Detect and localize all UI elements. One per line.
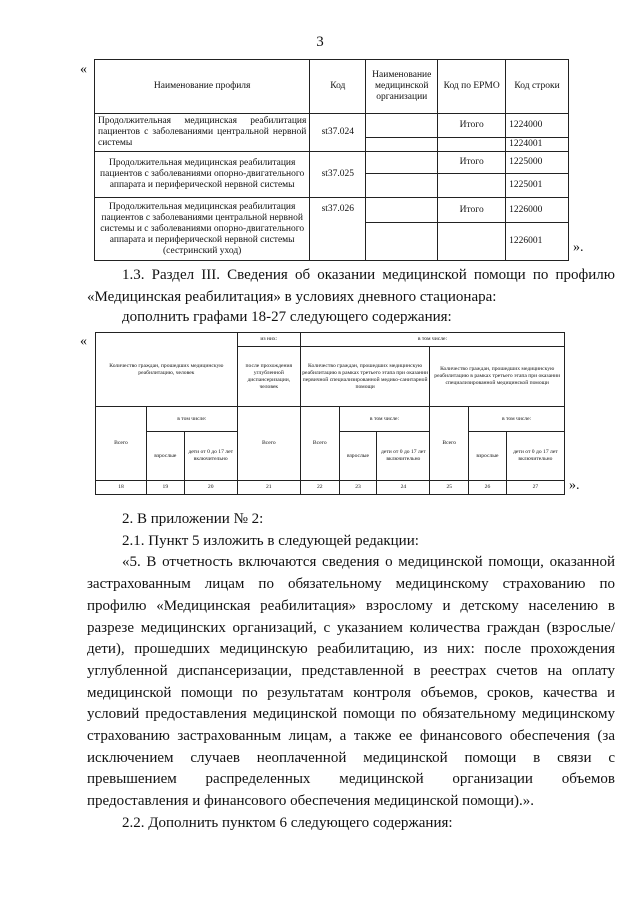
header-primary-care: Количество граждан, прошедших медицинскую реабилитацию в рамках третьего этапа при оказании первичной специализированной медико-санитарной помощи (300, 347, 429, 407)
column-number: 27 (506, 481, 564, 495)
header-profile: Наименование профиля (95, 60, 310, 114)
column-number: 26 (469, 481, 507, 495)
ermo-cell (438, 174, 506, 198)
section-1-3-instruction: дополнить графами 18-27 следующего содержания: (122, 309, 452, 326)
header-children: дети от 0 до 17 лет включительно (377, 432, 430, 481)
open-quote: « (80, 62, 87, 77)
header-code: Код (310, 60, 366, 114)
profiles-table (94, 59, 569, 261)
org-cell (366, 223, 438, 261)
line-code: 1225000 (506, 152, 569, 174)
org-cell (366, 114, 438, 138)
header-after-dispensary: после прохождения углубленной диспансеризации, человек (237, 347, 300, 407)
column-number: 23 (339, 481, 377, 495)
profile-code: st37.026 (310, 198, 366, 261)
line-code: 1226000 (506, 198, 569, 223)
ermo-cell (438, 138, 506, 152)
column-number: 20 (184, 481, 237, 495)
org-cell (366, 174, 438, 198)
org-cell (366, 198, 438, 223)
header-vsego: Всего (430, 407, 469, 481)
section-1-3 (87, 265, 615, 329)
line-code: 1226001 (506, 223, 569, 261)
header-ermo: Код по ЕРМО (438, 60, 506, 114)
line-code: 1225001 (506, 174, 569, 198)
section-2-heading: 2. В приложении № 2: (122, 511, 264, 527)
table-row (95, 114, 569, 138)
profile-code: st37.025 (310, 152, 366, 198)
section-1-3-heading: 1.3. Раздел III. Сведения об оказании медицинской помощи по профилю «Медицинская реабилитация» в условиях дневного стационара: (87, 267, 615, 305)
header-children: дети от 0 до 17 лет включительно (506, 432, 564, 481)
profile-code: st37.024 (310, 114, 366, 152)
column-number: 22 (300, 481, 339, 495)
column-number: 24 (377, 481, 430, 495)
header-line-code: Код строки (506, 60, 569, 114)
column-number: 21 (237, 481, 300, 495)
ermo-cell: Итого (438, 152, 506, 174)
header-of-them: из них: (237, 333, 300, 347)
header-children: дети от 0 до 17 лет включительно (184, 432, 237, 481)
column-number: 18 (96, 481, 147, 495)
header-vsego: Всего (237, 407, 300, 481)
profile-name: Продолжительная медицинская реабилитация пациентов с заболеваниями центральной нервной системы и с заболеваниями опорно-двигательного аппарата и периферической нервной системы (сестринский уход) (95, 198, 310, 261)
close-quote: ». (569, 478, 580, 493)
ermo-cell (438, 223, 506, 261)
section-2-2: 2.2. Дополнить пунктом 6 следующего содержания: (122, 814, 453, 831)
table-header-row (96, 333, 565, 347)
header-vsego: Всего (300, 407, 339, 481)
header-vsego: Всего (96, 407, 147, 481)
ermo-cell: Итого (438, 198, 506, 223)
header-including: в том числе: (300, 333, 564, 347)
page-number: 3 (316, 34, 324, 50)
header-total-citizens: Количество граждан, прошедших медицинскую реабилитацию, человек (96, 333, 238, 407)
header-including: в том числе: (146, 407, 237, 432)
ermo-cell: Итого (438, 114, 506, 138)
open-quote: « (80, 334, 87, 349)
table-header-row (96, 407, 565, 432)
header-adults: взрослые (339, 432, 377, 481)
column-numbers-row (96, 481, 565, 495)
header-adults: взрослые (469, 432, 507, 481)
header-including: в том числе: (339, 407, 430, 432)
profile-name: Продолжительная медицинская реабилитация пациентов с заболеваниями опорно-двигательного аппарата и периферической нервной системы (95, 152, 310, 198)
profile-name: Продолжительная медицинская реабилитация пациентов с заболеваниями центральной нервной системы (95, 114, 310, 152)
header-specialized-care: Количество граждан, прошедших медицинскую реабилитацию в рамках третьего этапа при оказании специализированной медицинской помощи (430, 347, 565, 407)
column-number: 19 (146, 481, 184, 495)
table-row (95, 198, 569, 223)
org-cell (366, 138, 438, 152)
header-adults: взрослые (146, 432, 184, 481)
header-org: Наименование медицинской организации (366, 60, 438, 114)
section-2-1-text: «5. В отчетность включаются сведения о медицинской помощи, оказанной застрахованным лицам по обязательному медицинскому страхованию по профилю «Медицинская реабилитация» взрослому и детскому населению в разрезе медицинских организаций, с указанием количества граждан (взрослые/дети), прошедших медицинскую реабилитацию, из них: после прохождения углубленной диспансеризации, представленной в реестрах счетов на оплату медицинской помощи по результатам контроля объемов, сроков, качества и условий предоставления медицинской помощи по обязательному медицинскому страхованию застрахованным лицам, а также ее финансового обеспечения (за исключением случаев неоплаченной медицинской помощи в связи с превышением распределенных медицинской организации объемов предоставления и финансового обеспечения медицинской помощи).». (87, 554, 615, 810)
column-number: 25 (430, 481, 469, 495)
columns-table (95, 332, 565, 495)
close-quote: ». (573, 240, 584, 255)
line-code: 1224001 (506, 138, 569, 152)
line-code: 1224000 (506, 114, 569, 138)
header-including: в том числе: (469, 407, 565, 432)
org-cell (366, 152, 438, 174)
table-header-row (95, 60, 569, 114)
section-2-1: 2.1. Пункт 5 изложить в следующей редакции: (122, 532, 419, 549)
table-row (95, 152, 569, 174)
section-2 (87, 509, 615, 835)
